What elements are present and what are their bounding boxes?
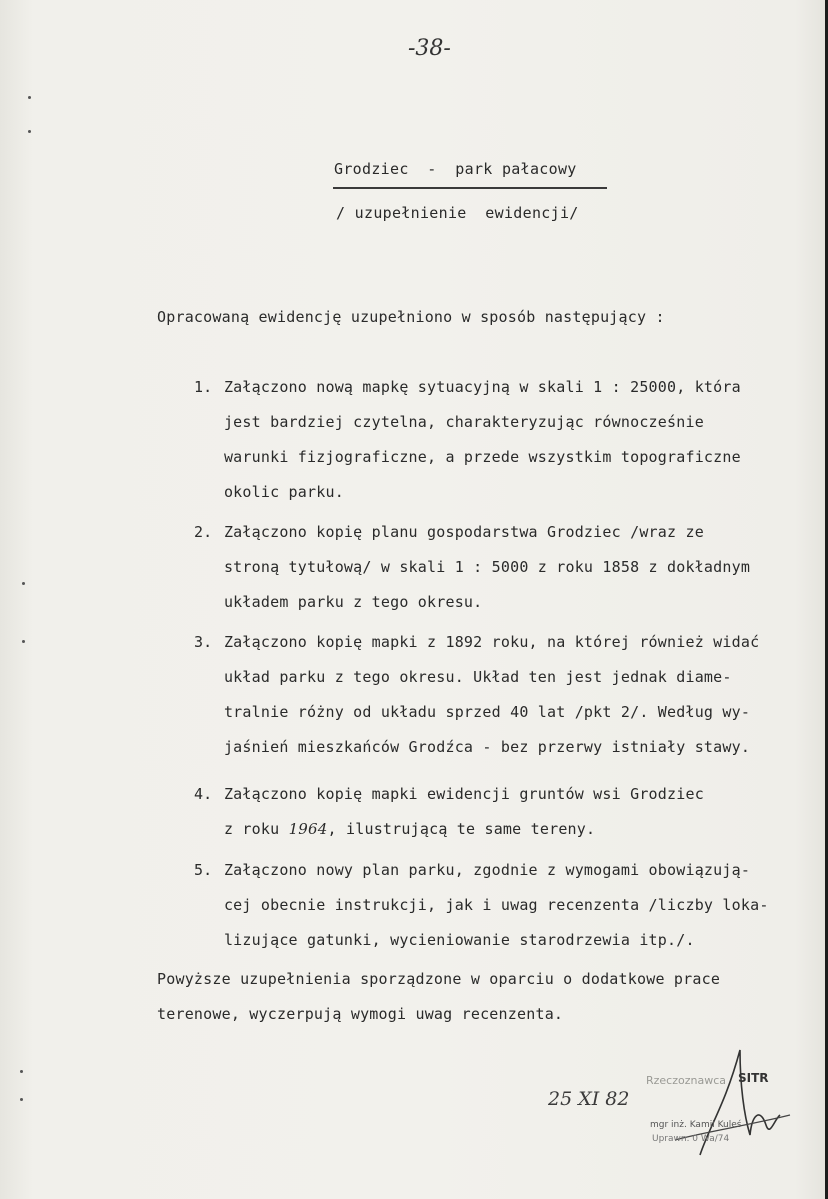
signature-mark (640, 1045, 800, 1165)
intro-paragraph: Opracowaną ewidencję uzupełniono w sposób następujący : (157, 308, 665, 326)
closing-paragraph (157, 962, 720, 1032)
handwritten-year: 1964 (288, 820, 328, 838)
margin-mark (22, 582, 25, 585)
closing-line: Powyższe uzupełnienia sporządzone w oparciu o dodatkowe prace (157, 970, 721, 988)
item-year-suffix: , ilustrującą te same tereny. (327, 820, 596, 838)
stamp-role: Rzeczoznawca (646, 1074, 727, 1087)
document-subtitle: / uzupełnienie ewidencji/ (336, 204, 579, 222)
item-line: warunki fizjograficzne, a przede wszystkim topograficzne (223, 448, 741, 466)
stamp-license: Uprawn. 0 Wa/74 (652, 1134, 730, 1144)
signature-date: 25 XI 82 (548, 1088, 630, 1110)
item-line: Załączono nową mapkę sytuacyjną w skali 1 : 25000, która (223, 378, 741, 396)
item-line: jest bardziej czytelna, charakteryzując równocześnie (223, 413, 704, 431)
item-number: 1. (193, 378, 213, 396)
item-line: jaśnień mieszkańców Grodźca - bez przerwy istniały stawy. (223, 738, 751, 756)
item-line: układem parku z tego okresu. (223, 593, 483, 611)
item-line: Załączono kopię mapki ewidencji gruntów wsi Grodziec (223, 785, 704, 803)
stamp-name: mgr inż. Kamil Kuleś (650, 1120, 742, 1130)
closing-line: terenowe, wyczerpują wymogi uwag recenzenta. (157, 1005, 564, 1023)
item-line: tralnie różny od układu sprzed 40 lat /pkt 2/. Według wy- (223, 703, 751, 721)
stamp-organization: SITR (738, 1071, 769, 1085)
margin-mark (22, 640, 25, 643)
document-title: Grodziec - park pałacowy (334, 160, 577, 178)
page-number: -38- (408, 36, 451, 61)
item-line: Załączono nowy plan parku, zgodnie z wymogami obowiązują- (223, 861, 751, 879)
item-line: Załączono kopię planu gospodarstwa Grodziec /wraz ze (223, 523, 704, 541)
item-line: lizujące gatunki, wycieniowanie starodrzewia itp./. (223, 931, 695, 949)
margin-mark (28, 96, 31, 99)
item-line: Załączono kopię mapki z 1892 roku, na której również widać (223, 633, 760, 651)
item-line: układ parku z tego okresu. Układ ten jest jednak diame- (223, 668, 732, 686)
item-number: 5. (193, 861, 213, 879)
title-underline (333, 187, 607, 189)
item-line: stroną tytułową/ w skali 1 : 5000 z roku 1858 z dokładnym (223, 558, 751, 576)
item-number: 2. (193, 523, 213, 541)
item-year-prefix: z roku (223, 820, 289, 838)
margin-mark (20, 1098, 23, 1101)
item-line: okolic parku. (223, 483, 344, 501)
item-number: 3. (193, 633, 213, 651)
margin-mark (28, 130, 31, 133)
margin-mark (20, 1070, 23, 1073)
item-line: cej obecnie instrukcji, jak i uwag recenzenta /liczby loka- (223, 896, 769, 914)
item-number: 4. (193, 785, 213, 803)
